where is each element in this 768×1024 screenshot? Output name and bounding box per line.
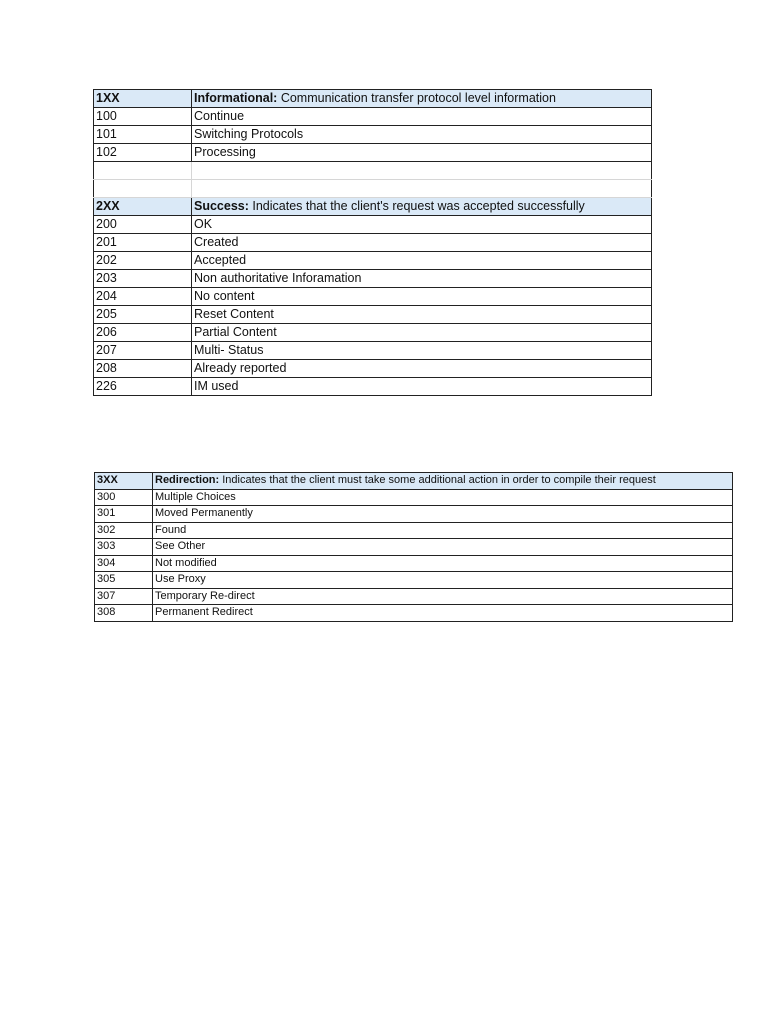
status-code: 300 [95,489,153,506]
status-code: 201 [94,234,192,252]
table-row [95,605,733,622]
category-description: Indicates that the client must take some additional action in order to compile their request [219,474,656,487]
status-code: 226 [94,378,192,396]
informational-header-row [94,90,652,108]
table-row [94,270,652,288]
header-description-cell [192,198,652,216]
table-row [94,126,652,144]
category-label: Success: [194,199,249,214]
status-text: Use Proxy [153,572,733,589]
blank-row [94,180,652,198]
status-text: IM used [192,378,652,396]
category-label: Informational: [194,91,278,106]
status-text: OK [192,216,652,234]
blank-row [94,162,652,180]
table-row [95,555,733,572]
status-text: Switching Protocols [192,126,652,144]
status-code: 302 [95,522,153,539]
status-code: 307 [95,588,153,605]
status-codes-3xx-table [94,472,733,622]
status-code: 205 [94,306,192,324]
header-code: 2XX [94,198,192,216]
status-text: Found [153,522,733,539]
status-text: Accepted [192,252,652,270]
status-text: Created [192,234,652,252]
table-row [94,252,652,270]
status-code: 100 [94,108,192,126]
table-row [94,144,652,162]
table-row [94,234,652,252]
status-text: Reset Content [192,306,652,324]
status-code: 301 [95,506,153,523]
status-text: See Other [153,539,733,556]
status-code: 202 [94,252,192,270]
status-text: Multi- Status [192,342,652,360]
table-row [95,588,733,605]
status-code: 308 [95,605,153,622]
redirection-header-row [95,473,733,490]
status-text: Temporary Re-direct [153,588,733,605]
table-row [95,572,733,589]
status-code: 102 [94,144,192,162]
status-code: 208 [94,360,192,378]
status-code: 203 [94,270,192,288]
status-text: Non authoritative Inforamation [192,270,652,288]
empty-cell [94,162,192,180]
status-code: 207 [94,342,192,360]
status-text: No content [192,288,652,306]
status-code: 305 [95,572,153,589]
header-code: 1XX [94,90,192,108]
table-row [95,539,733,556]
table-row [95,489,733,506]
status-text: Multiple Choices [153,489,733,506]
category-description: Communication transfer protocol level information [277,91,556,106]
table-row [94,342,652,360]
status-code: 200 [94,216,192,234]
success-header-row [94,198,652,216]
table-row [95,506,733,523]
table-row [94,288,652,306]
status-text: Partial Content [192,324,652,342]
status-text: Moved Permanently [153,506,733,523]
status-code: 204 [94,288,192,306]
table-row [94,378,652,396]
status-text: Continue [192,108,652,126]
status-text: Permanent Redirect [153,605,733,622]
category-description: Indicates that the client's request was accepted successfully [248,199,585,214]
header-description-cell [192,90,652,108]
table-row [94,108,652,126]
status-code: 303 [95,539,153,556]
empty-cell [94,180,192,198]
table-row [94,216,652,234]
table-row [94,360,652,378]
status-text: Already reported [192,360,652,378]
status-codes-1xx-2xx-table [93,89,652,396]
status-text: Processing [192,144,652,162]
empty-cell [192,180,652,198]
status-text: Not modified [153,555,733,572]
status-code: 206 [94,324,192,342]
status-code: 101 [94,126,192,144]
header-code: 3XX [95,473,153,490]
table-row [94,306,652,324]
table-row [94,324,652,342]
category-label: Redirection: [155,474,220,487]
empty-cell [192,162,652,180]
status-code: 304 [95,555,153,572]
table-row [95,522,733,539]
header-description-cell [153,473,733,490]
